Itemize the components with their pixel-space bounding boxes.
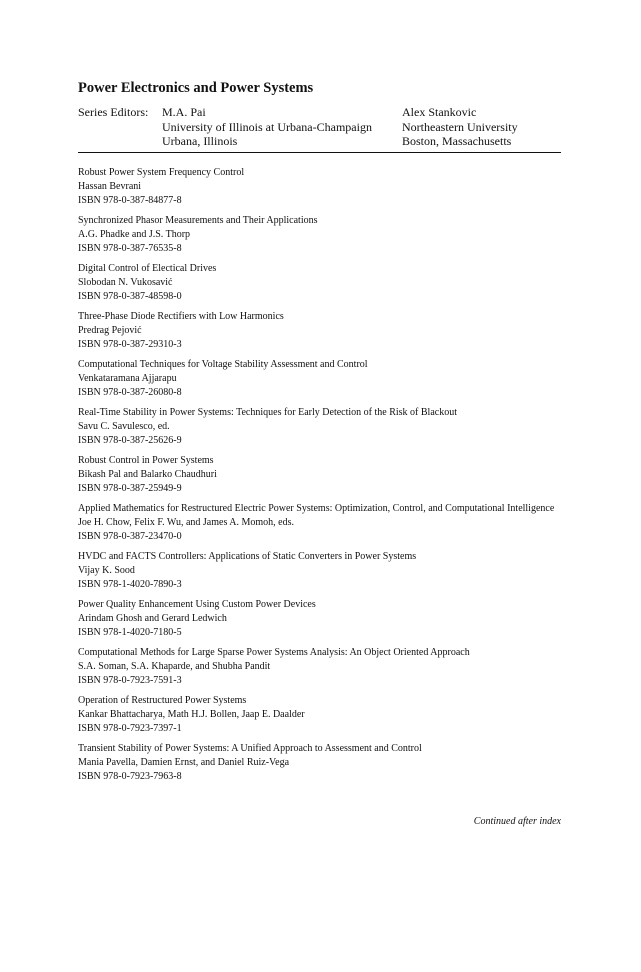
book-entry bbox=[78, 646, 561, 688]
book-authors: Vijay K. Sood bbox=[78, 565, 135, 576]
book-isbn: ISBN 978-0-387-29310-3 bbox=[78, 339, 182, 350]
editor-1-location: Urbana, Illinois bbox=[162, 134, 238, 148]
book-title: Robust Control in Power Systems bbox=[78, 455, 214, 466]
book-authors: Hassan Bevrani bbox=[78, 181, 142, 192]
editor-1 bbox=[162, 105, 372, 149]
editor-1-name: M.A. Pai bbox=[162, 105, 206, 119]
book-entry bbox=[78, 454, 561, 496]
book-authors: Venkataramana Ajjarapu bbox=[78, 373, 177, 384]
book-authors: Arindam Ghosh and Gerard Ledwich bbox=[78, 613, 227, 624]
book-isbn: ISBN 978-1-4020-7890-3 bbox=[78, 579, 182, 590]
book-authors: Kankar Bhattacharya, Math H.J. Bollen, Jaap E. Daalder bbox=[78, 709, 305, 720]
book-title: Synchronized Phasor Measurements and Their Applications bbox=[78, 215, 318, 226]
book-isbn: ISBN 978-0-387-25949-9 bbox=[78, 483, 182, 494]
book-isbn: ISBN 978-0-387-23470-0 bbox=[78, 531, 182, 542]
book-entry bbox=[78, 358, 561, 400]
series-title: Power Electronics and Power Systems bbox=[78, 80, 314, 96]
editor-2-name: Alex Stankovic bbox=[402, 105, 477, 119]
book-title: Transient Stability of Power Systems: A Unified Approach to Assessment and Control bbox=[78, 743, 422, 754]
editor-2-affiliation: Northeastern University bbox=[402, 119, 518, 134]
book-authors: A.G. Phadke and J.S. Thorp bbox=[78, 229, 191, 240]
book-entry bbox=[78, 550, 561, 592]
header-rule bbox=[78, 152, 561, 153]
book-isbn: ISBN 978-0-387-84877-8 bbox=[78, 195, 182, 206]
book-entry bbox=[78, 262, 561, 304]
book-authors: Slobodan N. Vukosavić bbox=[78, 277, 173, 288]
book-title: Three-Phase Diode Rectifiers with Low Harmonics bbox=[78, 311, 284, 322]
book-entry bbox=[78, 310, 561, 352]
book-isbn: ISBN 978-0-387-76535-8 bbox=[78, 243, 182, 254]
book-authors: Predrag Pejović bbox=[78, 325, 142, 336]
book-authors: Mania Pavella, Damien Ernst, and Daniel Ruiz-Vega bbox=[78, 757, 290, 768]
book-list bbox=[78, 166, 561, 790]
book-title: Power Quality Enhancement Using Custom Power Devices bbox=[78, 599, 316, 610]
book-title: Applied Mathematics for Restructured Electric Power Systems: Optimization, Control, and Computational Intelligence bbox=[78, 503, 555, 514]
book-isbn: ISBN 978-0-7923-7397-1 bbox=[78, 723, 182, 734]
book-isbn: ISBN 978-0-387-25626-9 bbox=[78, 435, 182, 446]
book-title: Digital Control of Electical Drives bbox=[78, 263, 217, 274]
book-title: Computational Methods for Large Sparse Power Systems Analysis: An Object Oriented Approach bbox=[78, 647, 470, 658]
editors-label: Series Editors: bbox=[78, 105, 149, 119]
book-title: Robust Power System Frequency Control bbox=[78, 167, 245, 178]
book-isbn: ISBN 978-0-7923-7591-3 bbox=[78, 675, 182, 686]
book-entry bbox=[78, 598, 561, 640]
book-isbn: ISBN 978-0-387-26080-8 bbox=[78, 387, 182, 398]
book-isbn: ISBN 978-0-7923-7963-8 bbox=[78, 771, 182, 782]
book-entry bbox=[78, 166, 561, 208]
book-entry bbox=[78, 742, 561, 784]
book-authors: S.A. Soman, S.A. Khaparde, and Shubha Pandit bbox=[78, 661, 271, 672]
book-title: Real-Time Stability in Power Systems: Techniques for Early Detection of the Risk of Blackout bbox=[78, 407, 457, 418]
book-title: HVDC and FACTS Controllers: Applications of Static Converters in Power Systems bbox=[78, 551, 417, 562]
book-entry bbox=[78, 502, 561, 544]
editor-2 bbox=[402, 105, 518, 149]
book-entry bbox=[78, 214, 561, 256]
book-isbn: ISBN 978-0-387-48598-0 bbox=[78, 291, 182, 302]
book-entry bbox=[78, 694, 561, 736]
book-authors: Savu C. Savulesco, ed. bbox=[78, 421, 170, 432]
book-isbn: ISBN 978-1-4020-7180-5 bbox=[78, 627, 182, 638]
book-title: Operation of Restructured Power Systems bbox=[78, 695, 247, 706]
editor-1-affiliation: University of Illinois at Urbana-Champaign bbox=[162, 119, 372, 134]
book-authors: Bikash Pal and Balarko Chaudhuri bbox=[78, 469, 217, 480]
book-authors: Joe H. Chow, Felix F. Wu, and James A. Momoh, eds. bbox=[78, 517, 295, 528]
continued-note: Continued after index bbox=[473, 816, 561, 827]
book-entry bbox=[78, 406, 561, 448]
book-title: Computational Techniques for Voltage Stability Assessment and Control bbox=[78, 359, 368, 370]
editor-2-location: Boston, Massachusetts bbox=[402, 134, 512, 148]
